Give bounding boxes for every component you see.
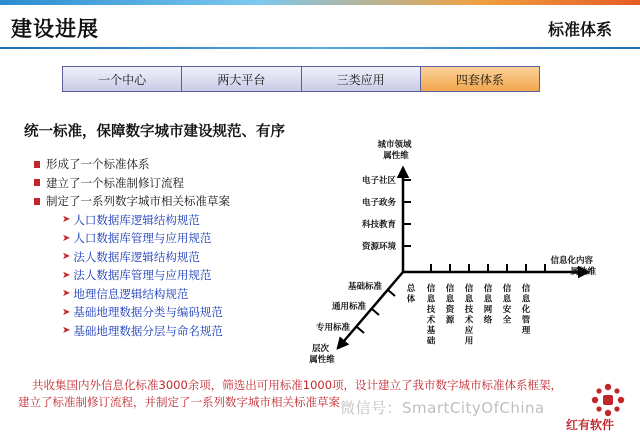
z-tick-label: 专用标准: [315, 323, 350, 333]
x-tick-label-char: 技: [464, 305, 474, 315]
square-bullet-icon: [34, 179, 40, 186]
x-tick-label-char: 信: [502, 284, 512, 294]
x-tick-label-char: 信: [426, 284, 436, 294]
sub-bullet-text: 人口数据库管理与应用规范: [73, 231, 212, 246]
bullet-list: [34, 155, 230, 340]
bullet-text: 建立了一个标准制修订流程: [46, 175, 184, 190]
slide-subtitle: 统一标准，保障数字城市建设规范、有序: [24, 124, 285, 140]
summary-note: 共收集国内外信息化标准3000余项，筛选出可用标准1000项，设计建立了我市数字城市标准体系框架，建立了标准制修订流程，并制定了一系列数字城市相关标准草案: [18, 378, 563, 409]
x-tick-label-char: 安: [502, 305, 512, 315]
x-tick-label: [521, 283, 531, 336]
arrow-bullet-icon: ➤: [62, 269, 71, 281]
x-tick-label-char: 应: [464, 326, 474, 336]
x-tick-label-char: 源: [445, 315, 455, 326]
z-tick: [357, 327, 364, 333]
x-tick-label-char: 管: [521, 315, 531, 326]
sub-bullet-text: 基础地理数据分类与编码规范: [73, 305, 223, 320]
x-tick-label-char: 总: [406, 284, 416, 294]
x-tick-label: [503, 283, 512, 326]
bullet-text: 形成了一个标准体系: [46, 157, 150, 172]
x-tick-label-char: 资: [445, 305, 455, 315]
x-tick-labels: [407, 283, 531, 347]
z-tick-label: 通用标准: [331, 302, 366, 312]
y-axis-title-line1: 城市领域: [377, 140, 412, 150]
x-tick-label-char: 息: [445, 294, 455, 305]
x-tick-label-char: 理: [521, 326, 531, 336]
company-logo-text: 红有软件: [566, 418, 615, 432]
z-axis-title: [308, 343, 335, 365]
z-tick: [372, 309, 379, 315]
x-tick-label-char: 术: [426, 315, 436, 326]
logo-center: [603, 395, 613, 405]
x-tick-label-char: 络: [483, 315, 493, 326]
arrow-bullet-icon: ➤: [62, 214, 71, 226]
sub-bullet-item: [34, 303, 230, 322]
top-color-bar: [0, 0, 640, 5]
bullet-item: [34, 192, 230, 211]
x-tick-label-char: 础: [426, 336, 436, 347]
x-tick-label-char: 息: [483, 294, 493, 305]
x-tick-label-char: 用: [464, 336, 474, 347]
x-tick-label-char: 网: [483, 305, 493, 315]
x-tick-label-char: 息: [521, 294, 531, 305]
arrow-bullet-icon: ➤: [62, 306, 71, 318]
x-tick-label-char: 息: [464, 294, 474, 305]
bullet-text: 制定了一系列数字城市相关标准草案: [46, 194, 230, 209]
x-tick-label-char: 术: [464, 315, 474, 326]
x-tick-label: [446, 283, 455, 326]
x-tick-label: [407, 283, 416, 305]
standard-system-axes-diagram: [300, 136, 620, 366]
logo-dot: [614, 388, 619, 393]
x-tick-label: [426, 283, 436, 347]
company-logo-icon: [590, 382, 626, 418]
logo-dot: [605, 384, 611, 390]
logo-dot: [596, 406, 601, 411]
tab-applications[interactable]: 三类应用: [302, 67, 421, 91]
logo-dot: [592, 397, 598, 403]
sub-bullet-text: 地理信息逻辑结构规范: [73, 286, 189, 301]
z-tick-label: 基础标准: [347, 282, 382, 292]
arrow-bullet-icon: ➤: [62, 325, 71, 337]
y-tick-label: 电子社区: [361, 176, 396, 186]
sub-bullet-item: [34, 266, 230, 285]
x-tick-label: [484, 283, 493, 326]
bullet-item: [34, 155, 230, 174]
square-bullet-icon: [34, 198, 40, 205]
sub-bullet-text: 基础地理数据分层与命名规范: [73, 323, 223, 338]
z-axis-title-line1: 层次: [312, 344, 330, 354]
tab-center[interactable]: 一个中心: [63, 67, 182, 91]
x-tick-label-char: 信: [445, 284, 455, 294]
tab-platforms[interactable]: 两大平台: [182, 67, 301, 91]
sub-bullet-item: [34, 322, 230, 341]
x-axis-title-line2: 属性维: [570, 267, 596, 277]
z-axis-title-line2: 属性维: [309, 355, 335, 365]
arrow-bullet-icon: ➤: [62, 232, 71, 244]
sub-bullet-text: 人口数据库逻辑结构规范: [73, 212, 200, 227]
x-tick-label-char: 息: [426, 294, 436, 305]
page-title: 建设进展: [11, 17, 99, 41]
z-tick: [388, 290, 395, 296]
x-tick-label-char: 信: [483, 284, 493, 294]
x-tick-label-char: 体: [406, 294, 416, 305]
x-axis-title: [551, 255, 597, 277]
tab-systems[interactable]: 四套体系: [421, 67, 539, 91]
y-axis-title-line2: 属性维: [383, 151, 409, 161]
x-tick-label-char: 化: [521, 305, 531, 315]
square-bullet-icon: [34, 161, 40, 168]
y-tick-label: 电子政务: [361, 198, 396, 208]
x-tick-label-char: 技: [426, 305, 436, 315]
bullet-item: [34, 174, 230, 193]
logo-dot: [618, 397, 624, 403]
y-axis-title: [378, 139, 415, 161]
tab-bar: [62, 66, 540, 92]
x-tick-label-char: 全: [502, 315, 512, 326]
x-tick-label-char: 信: [464, 284, 474, 294]
sub-bullet-item: [34, 211, 230, 230]
sub-bullet-text: 法人数据库管理与应用规范: [73, 268, 212, 283]
y-tick-label: 资源环境: [361, 242, 396, 252]
x-axis-title-line1: 信息化内容: [550, 256, 594, 266]
arrow-bullet-icon: ➤: [62, 288, 71, 300]
x-tick-label-char: 息: [502, 294, 512, 305]
logo-dot: [596, 388, 601, 393]
sub-bullet-item: [34, 229, 230, 248]
sub-bullet-item: [34, 285, 230, 304]
sub-bullet-text: 法人数据库逻辑结构规范: [73, 249, 200, 264]
x-tick-label-char: 信: [521, 284, 531, 294]
y-tick-label: 科技教育: [361, 220, 396, 230]
arrow-bullet-icon: ➤: [62, 251, 71, 263]
sub-bullet-item: [34, 248, 230, 267]
header-divider: [0, 47, 640, 49]
x-tick-label-char: 基: [426, 326, 436, 336]
logo-dot: [614, 406, 619, 411]
x-tick-label: [464, 283, 474, 347]
wechat-watermark: 微信号：SmartCityOfChina: [340, 399, 545, 417]
section-title: 标准体系: [547, 20, 612, 39]
